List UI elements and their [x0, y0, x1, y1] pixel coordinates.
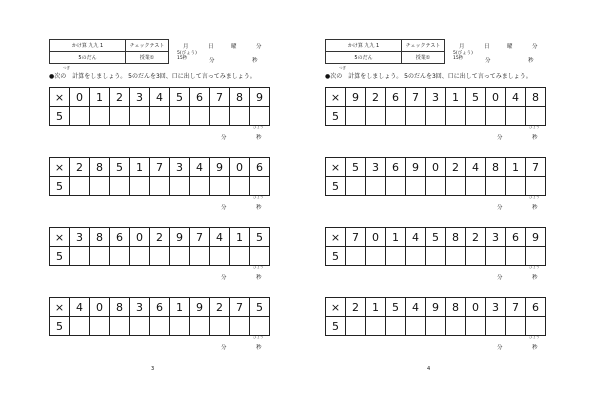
answer-cell[interactable]	[346, 247, 366, 266]
digit-cell: 2	[150, 228, 170, 247]
answer-cell[interactable]	[446, 177, 466, 196]
answer-cell[interactable]	[130, 107, 150, 126]
digit-cell: 9	[406, 158, 426, 177]
answer-cell[interactable]	[110, 107, 130, 126]
answer-cell[interactable]	[250, 317, 270, 336]
digit-cell: 8	[486, 158, 506, 177]
problem-row-top	[326, 298, 546, 317]
digit-cell: 7	[506, 298, 526, 317]
problem-block	[325, 87, 546, 126]
worksheet-page-right	[300, 0, 600, 400]
page-number: 3	[151, 366, 155, 372]
answer-cell[interactable]	[190, 177, 210, 196]
operator-cell: ×	[326, 228, 346, 247]
problem-block	[49, 227, 270, 266]
multiplicand-cell: 5	[50, 317, 70, 336]
problem-row-answer	[50, 247, 270, 266]
answer-cell[interactable]	[210, 317, 230, 336]
operator-cell: ×	[50, 228, 70, 247]
problem-block	[49, 297, 270, 336]
lesson-label: 授業①	[126, 52, 169, 64]
time-limit-target: 15秒	[177, 56, 188, 61]
digit-cell: 9	[170, 228, 190, 247]
answer-cell[interactable]	[110, 317, 130, 336]
header-box	[325, 39, 445, 64]
answer-cell[interactable]	[366, 177, 386, 196]
operator-cell: ×	[50, 158, 70, 177]
multiplicand-cell: 5	[326, 107, 346, 126]
answer-cell[interactable]	[346, 107, 366, 126]
operator-cell: ×	[326, 88, 346, 107]
problem-grid	[49, 297, 270, 336]
timer-second: 秒	[256, 205, 262, 211]
problem-row-answer	[50, 177, 270, 196]
operator-cell: ×	[326, 158, 346, 177]
date-label: 分	[532, 44, 538, 50]
digit-cell: 9	[190, 298, 210, 317]
timer-minute: 分	[497, 275, 503, 281]
minute-label: 分	[209, 58, 215, 64]
problem-grid	[325, 297, 546, 336]
answer-cell[interactable]	[366, 317, 386, 336]
answer-cell[interactable]	[210, 247, 230, 266]
problem-row-answer	[50, 317, 270, 336]
digit-cell: 8	[446, 298, 466, 317]
problem-row-answer	[326, 177, 546, 196]
answer-cell[interactable]	[250, 247, 270, 266]
answer-cell[interactable]	[110, 177, 130, 196]
problem-row-top	[50, 298, 270, 317]
digit-cell: 0	[130, 228, 150, 247]
digit-cell: 8	[446, 228, 466, 247]
answer-cell[interactable]	[526, 317, 546, 336]
second-ruby: びょう	[529, 265, 540, 269]
digit-cell: 6	[150, 298, 170, 317]
answer-cell[interactable]	[190, 107, 210, 126]
answer-cell[interactable]	[426, 177, 446, 196]
problem-grid	[325, 227, 546, 266]
digit-cell: 6	[250, 158, 270, 177]
second-ruby: びょう	[529, 125, 540, 129]
date-label: 月	[183, 44, 189, 50]
answer-cell[interactable]	[506, 247, 526, 266]
answer-cell[interactable]	[210, 107, 230, 126]
answer-cell[interactable]	[346, 317, 366, 336]
answer-cell[interactable]	[526, 177, 546, 196]
timer-second: 秒	[532, 275, 538, 281]
answer-cell[interactable]	[70, 247, 90, 266]
problem-block	[325, 227, 546, 266]
answer-cell[interactable]	[486, 177, 506, 196]
digit-cell: 9	[426, 298, 446, 317]
digit-cell: 2	[110, 88, 130, 107]
digit-cell: 2	[346, 298, 366, 317]
digit-cell: 4	[210, 228, 230, 247]
answer-cell[interactable]	[446, 247, 466, 266]
answer-cell[interactable]	[406, 247, 426, 266]
digit-cell: 7	[406, 88, 426, 107]
answer-cell[interactable]	[386, 177, 406, 196]
answer-cell[interactable]	[170, 107, 190, 126]
answer-cell[interactable]	[426, 317, 446, 336]
problem-grid	[49, 87, 270, 126]
answer-cell[interactable]	[230, 247, 250, 266]
second-ruby: びょう	[253, 265, 264, 269]
answer-cell[interactable]	[526, 247, 546, 266]
instruction-text: ●次の 計算をしましょう。 5のだんを3回、口に出して言ってみましょう。	[49, 73, 256, 80]
digit-cell: 0	[366, 228, 386, 247]
digit-cell: 3	[130, 298, 150, 317]
furigana: つぎ	[63, 66, 70, 70]
digit-cell: 2	[210, 298, 230, 317]
digit-cell: 5	[250, 228, 270, 247]
problem-row-top	[326, 228, 546, 247]
digit-cell: 0	[466, 298, 486, 317]
answer-cell[interactable]	[486, 317, 506, 336]
second-label: 秒	[252, 58, 258, 64]
answer-cell[interactable]	[426, 107, 446, 126]
check-test-label: チェックテスト	[402, 40, 445, 52]
digit-cell: 8	[90, 228, 110, 247]
worksheet-subtitle: 5のだん	[326, 52, 402, 64]
problem-row-top	[326, 158, 546, 177]
header-box	[49, 39, 169, 64]
digit-cell: 1	[366, 298, 386, 317]
timer-minute: 分	[221, 135, 227, 141]
digit-cell: 9	[526, 228, 546, 247]
worksheet-title: かけ算 九九 1	[326, 40, 402, 52]
answer-cell[interactable]	[506, 107, 526, 126]
answer-cell[interactable]	[170, 317, 190, 336]
answer-cell[interactable]	[130, 247, 150, 266]
digit-cell: 7	[230, 298, 250, 317]
digit-cell: 5	[110, 158, 130, 177]
timer-second: 秒	[532, 345, 538, 351]
timer-second: 秒	[256, 345, 262, 351]
digit-cell: 2	[466, 228, 486, 247]
timer-minute: 分	[497, 205, 503, 211]
digit-cell: 4	[190, 158, 210, 177]
time-limit-target: 15秒	[453, 56, 464, 61]
digit-cell: 4	[406, 298, 426, 317]
problem-block	[325, 297, 546, 336]
digit-cell: 3	[366, 158, 386, 177]
digit-cell: 1	[386, 228, 406, 247]
digit-cell: 6	[110, 228, 130, 247]
digit-cell: 5	[466, 88, 486, 107]
digit-cell: 7	[150, 158, 170, 177]
second-ruby: びょう	[253, 335, 264, 339]
problem-row-answer	[50, 107, 270, 126]
digit-cell: 0	[230, 158, 250, 177]
digit-cell: 0	[426, 158, 446, 177]
timer-second: 秒	[532, 135, 538, 141]
multiplicand-cell: 5	[50, 177, 70, 196]
second-label: 秒	[528, 58, 534, 64]
date-label: 分	[256, 44, 262, 50]
answer-cell[interactable]	[446, 317, 466, 336]
digit-cell: 5	[346, 158, 366, 177]
answer-cell[interactable]	[446, 107, 466, 126]
date-label: 日	[208, 44, 214, 50]
problem-row-answer	[326, 107, 546, 126]
multiplicand-cell: 5	[50, 247, 70, 266]
date-label: 曜	[507, 44, 513, 50]
answer-cell[interactable]	[210, 177, 230, 196]
digit-cell: 3	[170, 158, 190, 177]
answer-cell[interactable]	[230, 317, 250, 336]
answer-cell[interactable]	[190, 317, 210, 336]
problem-row-top	[326, 88, 546, 107]
digit-cell: 6	[190, 88, 210, 107]
answer-cell[interactable]	[366, 107, 386, 126]
date-label: 曜	[231, 44, 237, 50]
multiplicand-cell: 5	[50, 107, 70, 126]
answer-cell[interactable]	[90, 107, 110, 126]
answer-cell[interactable]	[366, 247, 386, 266]
worksheet-title: かけ算 九九 1	[50, 40, 126, 52]
problem-block	[49, 87, 270, 126]
date-label: 月	[459, 44, 465, 50]
time-limit-seconds: 5(びょう)	[177, 51, 197, 56]
answer-cell[interactable]	[70, 177, 90, 196]
answer-cell[interactable]	[386, 107, 406, 126]
digit-cell: 1	[130, 158, 150, 177]
digit-cell: 2	[366, 88, 386, 107]
digit-cell: 5	[170, 88, 190, 107]
answer-cell[interactable]	[466, 247, 486, 266]
answer-cell[interactable]	[230, 177, 250, 196]
minute-label: 分	[485, 58, 491, 64]
answer-cell[interactable]	[250, 177, 270, 196]
furigana: つぎ	[339, 66, 346, 70]
answer-cell[interactable]	[466, 177, 486, 196]
problem-block	[49, 157, 270, 196]
operator-cell: ×	[50, 298, 70, 317]
answer-cell[interactable]	[130, 317, 150, 336]
answer-cell[interactable]	[466, 317, 486, 336]
problem-grid	[325, 87, 546, 126]
answer-cell[interactable]	[386, 317, 406, 336]
digit-cell: 1	[446, 88, 466, 107]
answer-cell[interactable]	[130, 177, 150, 196]
problem-block	[325, 157, 546, 196]
answer-cell[interactable]	[70, 317, 90, 336]
problem-row-top	[50, 88, 270, 107]
answer-cell[interactable]	[506, 177, 526, 196]
problem-grid	[49, 227, 270, 266]
digit-cell: 1	[230, 228, 250, 247]
digit-cell: 0	[70, 88, 90, 107]
time-limit-label	[453, 51, 473, 61]
second-ruby: びょう	[529, 335, 540, 339]
timer-minute: 分	[221, 345, 227, 351]
operator-cell: ×	[326, 298, 346, 317]
digit-cell: 2	[70, 158, 90, 177]
digit-cell: 1	[90, 88, 110, 107]
problem-row-top	[50, 158, 270, 177]
instruction-text: ●次の 計算をしましょう。 5のだんを3回、口に出して言ってみましょう。	[325, 73, 532, 80]
digit-cell: 4	[506, 88, 526, 107]
multiplicand-cell: 5	[326, 177, 346, 196]
digit-cell: 7	[346, 228, 366, 247]
digit-cell: 0	[90, 298, 110, 317]
digit-cell: 0	[486, 88, 506, 107]
answer-cell[interactable]	[426, 247, 446, 266]
problem-row-answer	[326, 247, 546, 266]
digit-cell: 9	[250, 88, 270, 107]
date-label: 日	[484, 44, 490, 50]
timer-second: 秒	[532, 205, 538, 211]
answer-cell[interactable]	[230, 107, 250, 126]
time-limit-seconds: 5(びょう)	[453, 51, 473, 56]
timer-minute: 分	[221, 275, 227, 281]
timer-second: 秒	[256, 275, 262, 281]
digit-cell: 8	[110, 298, 130, 317]
digit-cell: 4	[406, 228, 426, 247]
digit-cell: 5	[250, 298, 270, 317]
digit-cell: 4	[70, 298, 90, 317]
digit-cell: 7	[190, 228, 210, 247]
answer-cell[interactable]	[150, 177, 170, 196]
digit-cell: 5	[426, 228, 446, 247]
digit-cell: 3	[486, 298, 506, 317]
problem-grid	[49, 157, 270, 196]
answer-cell[interactable]	[170, 247, 190, 266]
answer-cell[interactable]	[486, 107, 506, 126]
operator-cell: ×	[50, 88, 70, 107]
digit-cell: 6	[386, 88, 406, 107]
problem-grid	[325, 157, 546, 196]
answer-cell[interactable]	[70, 107, 90, 126]
digit-cell: 7	[526, 158, 546, 177]
second-ruby: びょう	[253, 125, 264, 129]
answer-cell[interactable]	[110, 247, 130, 266]
answer-cell[interactable]	[386, 247, 406, 266]
problem-row-top	[50, 228, 270, 247]
answer-cell[interactable]	[250, 107, 270, 126]
timer-minute: 分	[221, 205, 227, 211]
digit-cell: 6	[526, 298, 546, 317]
digit-cell: 7	[210, 88, 230, 107]
check-test-label: チェックテスト	[126, 40, 169, 52]
answer-cell[interactable]	[346, 177, 366, 196]
digit-cell: 3	[426, 88, 446, 107]
page-number: 4	[427, 366, 431, 372]
lesson-label: 授業①	[402, 52, 445, 64]
answer-cell[interactable]	[190, 247, 210, 266]
answer-cell[interactable]	[90, 247, 110, 266]
answer-cell[interactable]	[506, 317, 526, 336]
digit-cell: 6	[506, 228, 526, 247]
problem-row-answer	[326, 317, 546, 336]
digit-cell: 9	[210, 158, 230, 177]
digit-cell: 5	[386, 298, 406, 317]
answer-cell[interactable]	[406, 177, 426, 196]
timer-second: 秒	[256, 135, 262, 141]
digit-cell: 4	[466, 158, 486, 177]
answer-cell[interactable]	[90, 317, 110, 336]
digit-cell: 2	[446, 158, 466, 177]
digit-cell: 3	[70, 228, 90, 247]
digit-cell: 8	[90, 158, 110, 177]
digit-cell: 4	[150, 88, 170, 107]
answer-cell[interactable]	[406, 107, 426, 126]
answer-cell[interactable]	[486, 247, 506, 266]
answer-cell[interactable]	[466, 107, 486, 126]
answer-cell[interactable]	[150, 107, 170, 126]
multiplicand-cell: 5	[326, 317, 346, 336]
digit-cell: 1	[170, 298, 190, 317]
digit-cell: 6	[386, 158, 406, 177]
digit-cell: 3	[486, 228, 506, 247]
timer-minute: 分	[497, 345, 503, 351]
digit-cell: 8	[526, 88, 546, 107]
answer-cell[interactable]	[90, 177, 110, 196]
answer-cell[interactable]	[170, 177, 190, 196]
second-ruby: びょう	[529, 195, 540, 199]
digit-cell: 1	[506, 158, 526, 177]
digit-cell: 3	[130, 88, 150, 107]
timer-minute: 分	[497, 135, 503, 141]
digit-cell: 9	[346, 88, 366, 107]
answer-cell[interactable]	[150, 317, 170, 336]
worksheet-subtitle: 5のだん	[50, 52, 126, 64]
answer-cell[interactable]	[526, 107, 546, 126]
answer-cell[interactable]	[150, 247, 170, 266]
multiplicand-cell: 5	[326, 247, 346, 266]
digit-cell: 8	[230, 88, 250, 107]
answer-cell[interactable]	[406, 317, 426, 336]
second-ruby: びょう	[253, 195, 264, 199]
time-limit-label	[177, 51, 197, 61]
